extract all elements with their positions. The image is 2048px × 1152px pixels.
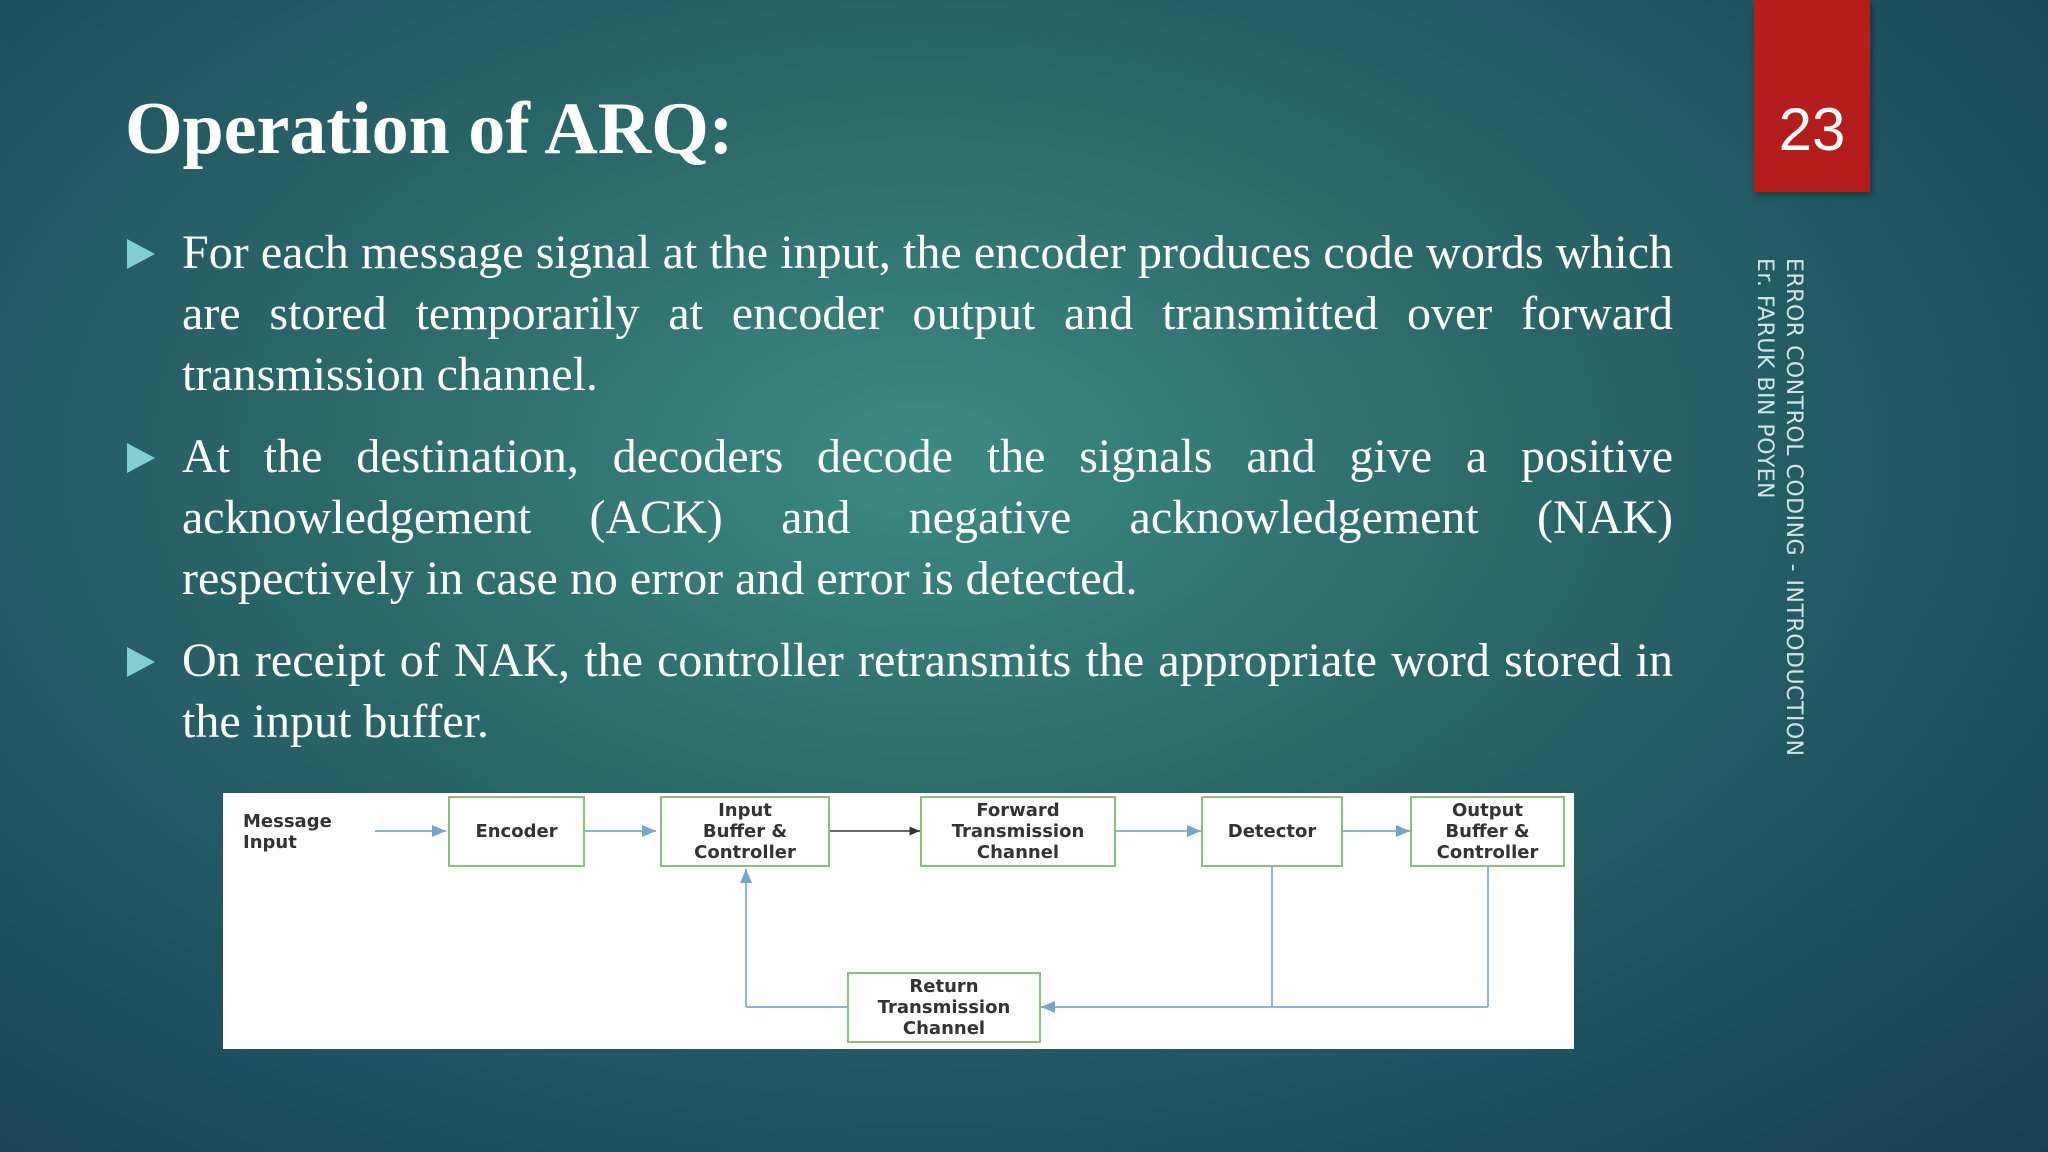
forward-channel-block [920,796,1116,867]
triangle-bullet-icon [127,443,155,473]
bullet-item [125,426,1673,609]
input-buffer-block [660,796,830,867]
return-channel-label: Return Transmission Channel [877,976,1011,1039]
bullet-text: At the destination, decoders decode the signals and give a positive acknowledgement (ACK) and negative acknowledgement (NAK) respectively in case no error and error is detected. [182,430,1673,605]
bullet-text: On receipt of NAK, the controller retransmits the appropriate word stored in the input buffer. [182,634,1673,748]
detector-label: Detector [1227,821,1317,842]
bullet-list [125,222,1673,773]
slide-title: Operation of ARQ: [125,88,734,170]
page-number: 23 [1778,96,1846,163]
side-caption [1750,258,1808,757]
side-caption-author: Er. FARUK BIN POYEN [1752,258,1777,500]
message-input-label: Message Input [243,811,332,853]
input-buffer-label: Input Buffer & Controller [694,800,796,863]
bullet-text: For each message signal at the input, the encoder produces code words which are stored temporarily at encoder output and transmitted over forward transmission channel. [182,226,1673,401]
side-caption-course: ERROR CONTROL CODING - INTRODUCTION [1781,258,1806,757]
output-buffer-label: Output Buffer & Controller [1436,800,1539,863]
output-buffer-block [1410,796,1565,867]
forward-channel-label: Forward Transmission Channel [951,800,1085,863]
encoder-block [448,796,585,867]
return-channel-block [847,972,1041,1043]
triangle-bullet-icon [127,647,155,677]
encoder-label: Encoder [475,821,558,842]
page-number-badge [1754,0,1870,192]
arq-block-diagram [223,793,1574,1049]
triangle-bullet-icon [127,239,155,269]
detector-block [1201,796,1343,867]
bullet-item [125,630,1673,752]
bullet-item [125,222,1673,405]
